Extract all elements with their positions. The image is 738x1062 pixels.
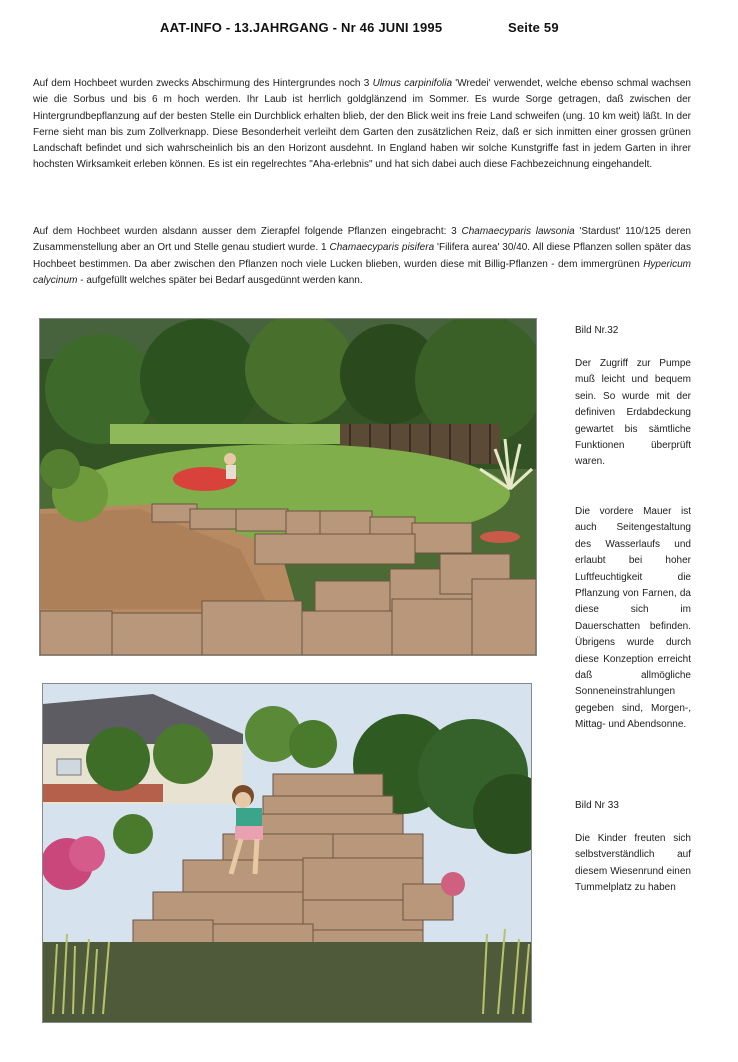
text-run: - aufgefüllt welches später bei Bedarf ausgedünnt werden kann.	[77, 274, 363, 286]
sidebar-text-3	[575, 831, 691, 897]
body-paragraph-2	[33, 224, 691, 289]
sidebar-text-2	[575, 504, 691, 734]
photo-garden-stone-wall	[39, 318, 537, 656]
sidebar-paragraph: Die vordere Mauer ist auch Seitengestaltung des Wasserlaufs und erlaubt bei hoher Luftfeuchtigkeit die Pflanzung von Farnen, da diese sich im Dauerschatten befinden. Übrigens wurde durch diese Konzeption erreicht daß allmögliche Sonneneinstrahlungen gegeben sind, Morgen-, Mittag- und Abendsonne.	[575, 506, 691, 731]
botanical-name: Hypericum calycinum	[33, 258, 691, 286]
photo-stone-waterfall	[42, 683, 532, 1023]
botanical-name: Chamaecyparis pisifera	[329, 242, 435, 254]
botanical-name: Ulmus carpinifolia	[372, 78, 453, 89]
sidebar-paragraph: Die Kinder freuten sich selbstverständlich auf diesem Wiesenrund einen Tummelplatz zu haben	[575, 833, 691, 894]
text-run: Auf dem Hochbeet wurden zwecks Abschirmung des Hintergrundes noch 3	[33, 78, 373, 89]
sidebar-paragraph: Der Zugriff zur Pumpe muß leicht und bequem sein. So wurde mit der definiven Erdabdeckung gewartet bis sämtliche Funktionen überprüft waren.	[575, 358, 691, 468]
text-run: 'Filifera aurea' 30/40. All diese Pflanzen sollen später das Hochbeet bestimmen. Da aber zwischen den Pflanzen noch viele Lucken blieben, wurden diese mit Billig-Pflanzen - dem immergrünen	[33, 242, 691, 270]
text-run: 'Stardust' 110/125 deren Zusammenstellung aber an Ort und Stelle genau studiert wurde. 1	[33, 226, 691, 254]
page-number: Seite 59	[508, 20, 559, 35]
botanical-name: Chamaecyparis lawsonia	[461, 226, 575, 237]
publication-title: AAT-INFO - 13.JAHRGANG - Nr 46 JUNI 1995	[160, 20, 443, 35]
text-run: Auf dem Hochbeet wurden alsdann ausser dem Zierapfel folgende Pflanzen eingebracht: 3	[33, 226, 462, 237]
body-paragraph-1	[33, 76, 691, 174]
caption-bild-32: Bild Nr.32	[575, 325, 619, 336]
caption-bild-33: Bild Nr 33	[575, 800, 619, 811]
text-run: 'Wredei' verwendet, welche ebenso schmal wachsen wie die Sorbus und bis 6 m hoch werden. Ihr Laub ist herrlich goldglänzend im Sommer. Es wurde Sorge getragen, daß zwischen der Hintergrundbepflanzung auf der besten Stelle ein Durchblick erhalten blieb, der den Blick weit ins freie Land schweifen (ung. 10 km weit) läßt. In der Ferne sieht man bis zum Zollverknapp. Diese Besonderheit verleiht dem Garten den zusätzlichen Reiz, daß er sich inmitten einer grossen grünen Landschaft befindet und sich wahrscheinlich bis an den Horizont ausdehnt. In England haben wir solche Kunstgriffe fast in jedem Garten in ihrer hochsten Wirksamkeit erleben können. Es ist ein regelrechtes "Aha-erlebnis" und hat sich dabei auch diese Fachbezeichnung eingehandelt.	[33, 78, 691, 171]
sidebar-text-1	[575, 356, 691, 471]
